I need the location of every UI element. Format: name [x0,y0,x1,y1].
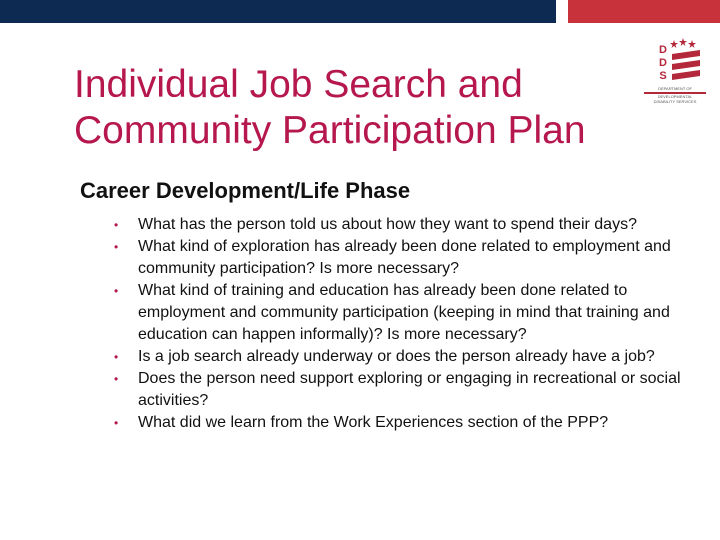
list-item [112,368,692,412]
flag-stripes-icon [670,50,702,84]
dds-logo [640,34,710,104]
list-item [112,346,692,368]
top-bar-red [568,0,720,23]
bullet-icon: • [114,284,119,298]
list-item [112,280,692,346]
list-item [112,236,692,280]
bullet-icon: • [114,416,119,430]
list-item [112,214,692,236]
list-item-text: What did we learn from the Work Experiences section of the PPP? [138,414,609,431]
list-item-text: What kind of exploration has already been done related to employment and community participation? Is more necessary? [138,238,671,277]
bullet-icon: • [114,372,119,386]
top-bar-navy [0,0,556,23]
bullet-icon: • [114,218,119,232]
title-line-1: Individual Job Search and [74,63,523,106]
logo-letter-3: S [659,70,667,82]
title-line-2: Community Participation Plan [74,109,586,152]
logo-caption-1: DEPARTMENT OF [658,86,692,91]
logo-caption-3: DISABILITY SERVICES [653,99,697,104]
logo-letters [652,44,674,83]
question-list [112,214,692,434]
logo-caption-2: DEVELOPMENTAL [657,94,693,99]
list-item-text: What kind of training and education has already been done related to employment and community participation (keeping in mind that training and education can happen informally)? Is more necessary? [138,282,670,343]
list-item-text: Does the person need support exploring or engaging in recreational or social activities? [138,370,681,409]
slide-title [74,62,634,154]
list-item-text: Is a job search already underway or does the person already have a job? [138,348,655,365]
bullet-icon: • [114,240,119,254]
logo-letter-1: D [659,44,667,56]
bullet-icon: • [114,350,119,364]
list-item [112,412,692,434]
section-subheading: Career Development/Life Phase [80,178,411,203]
list-item-text: What has the person told us about how they want to spend their days? [138,216,637,233]
logo-letter-2: D [659,57,667,69]
